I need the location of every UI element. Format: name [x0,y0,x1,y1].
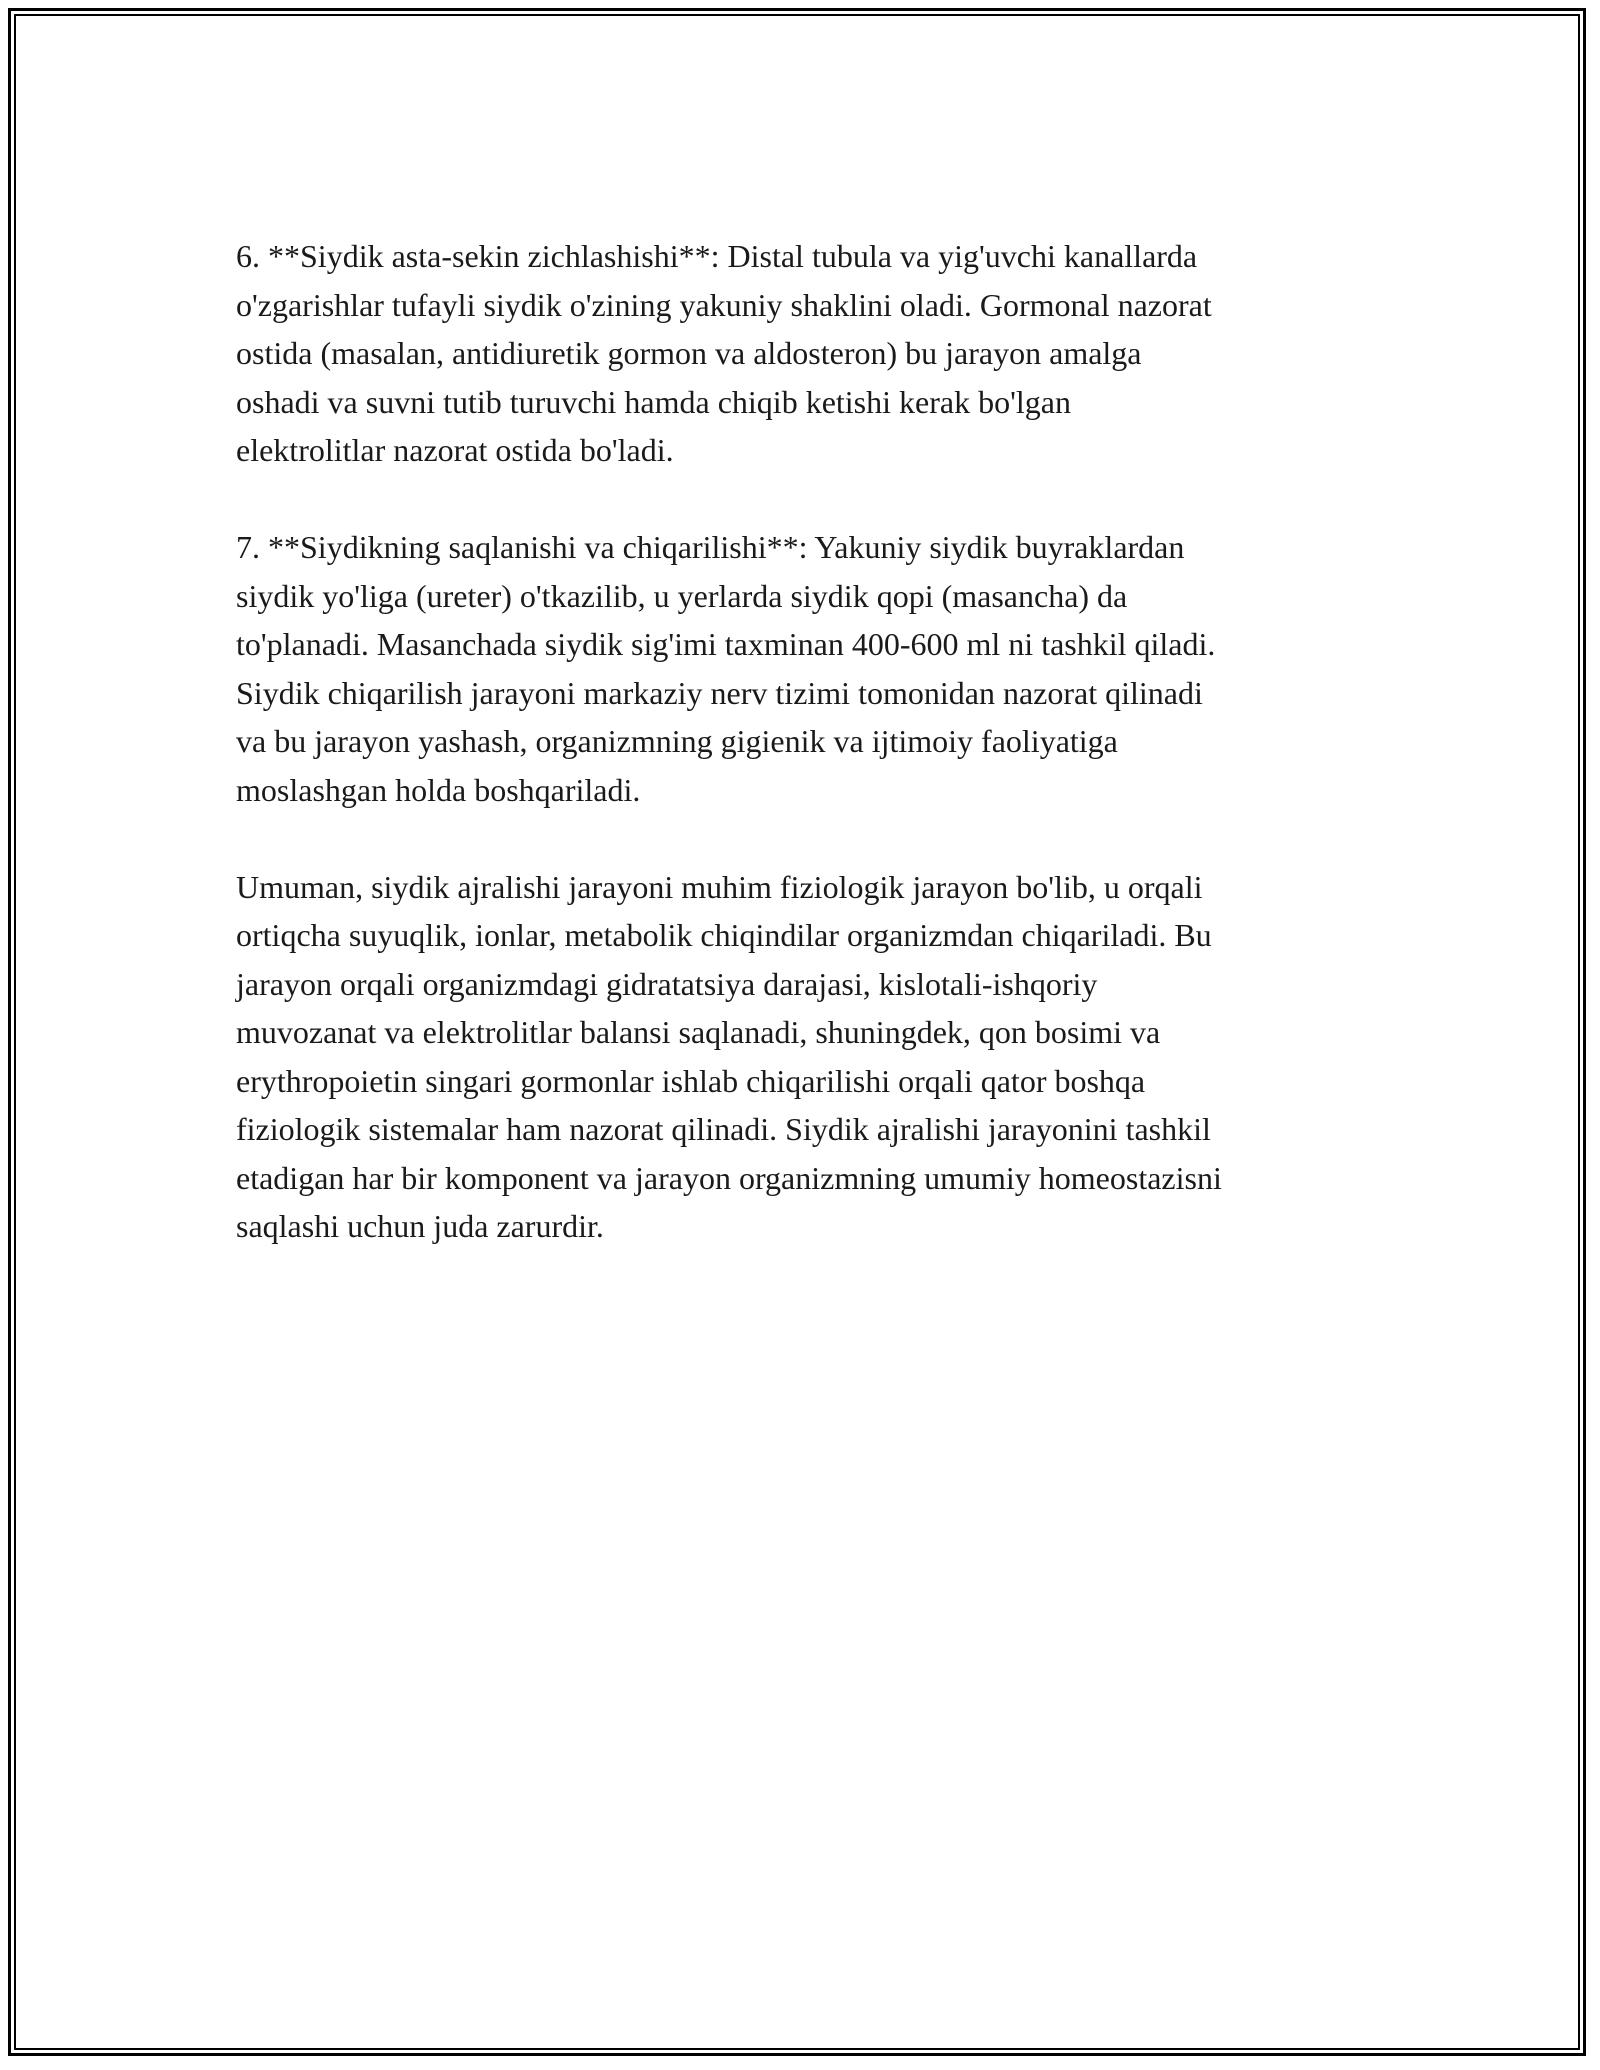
text-line: muvozanat va elektrolitlar balansi saqlanadi, shuningdek, qon bosimi va [236,1014,1161,1050]
text-line: ostida (masalan, antidiuretik gormon va aldosteron) bu jarayon amalga [236,335,1142,371]
text-line: siydik yo'liga (ureter) o'tkazilib, u yerlarda siydik qopi (masancha) da [236,577,1128,614]
paragraph-step-7 [236,523,1376,814]
text-line: fiziologik sistemalar ham nazorat qilinadi. Siydik ajralishi jarayonini tashkil [236,1111,1211,1147]
text-line: saqlashi uchun juda zarurdir. [236,1208,604,1244]
text-line: 6. **Siydik asta-sekin zichlashishi**: Distal tubula va yig'uvchi kanallarda [236,238,1198,274]
text-line: etadigan har bir komponent va jarayon organizmning umumiy homeostazisni [236,1159,1222,1196]
text-line: o'zgarishlar tufayli siydik o'zining yakuniy shaklini oladi. Gormonal nazorat [236,286,1212,323]
text-line: Umuman, siydik ajralishi jarayoni muhim fiziologik jarayon bo'lib, u orqali [236,868,1203,905]
paragraph-step-6 [236,232,1376,475]
text-line: moslashgan holda boshqariladi. [236,771,641,808]
text-line: elektrolitlar nazorat ostida bo'ladi. [236,432,674,468]
text-line: va bu jarayon yashash, organizmning gigienik va ijtimoiy faoliyatiga [236,723,1118,759]
text-line: ortiqcha suyuqlik, ionlar, metabolik chiqindilar organizmdan chiqariladi. Bu [236,917,1212,953]
paragraph-conclusion [236,863,1376,1251]
text-line: erythropoietin singari gormonlar ishlab chiqarilishi orqali qator boshqa [236,1062,1146,1099]
text-line: Siydik chiqarilish jarayoni markaziy nerv tizimi tomonidan nazorat qilinadi [236,674,1203,711]
text-line: oshadi va suvni tutib turuvchi hamda chiqib ketishi kerak bo'lgan [236,383,1071,420]
text-line: 7. **Siydikning saqlanishi va chiqarilishi**: Yakuniy siydik buyraklardan [236,529,1185,565]
document-body [236,232,1376,1299]
text-line: to'planadi. Masanchada siydik sig'imi taxminan 400-600 ml ni tashkil qiladi. [236,626,1216,662]
text-line: jarayon orqali organizmdagi gidratatsiya darajasi, kislotali-ishqoriy [236,965,1098,1002]
